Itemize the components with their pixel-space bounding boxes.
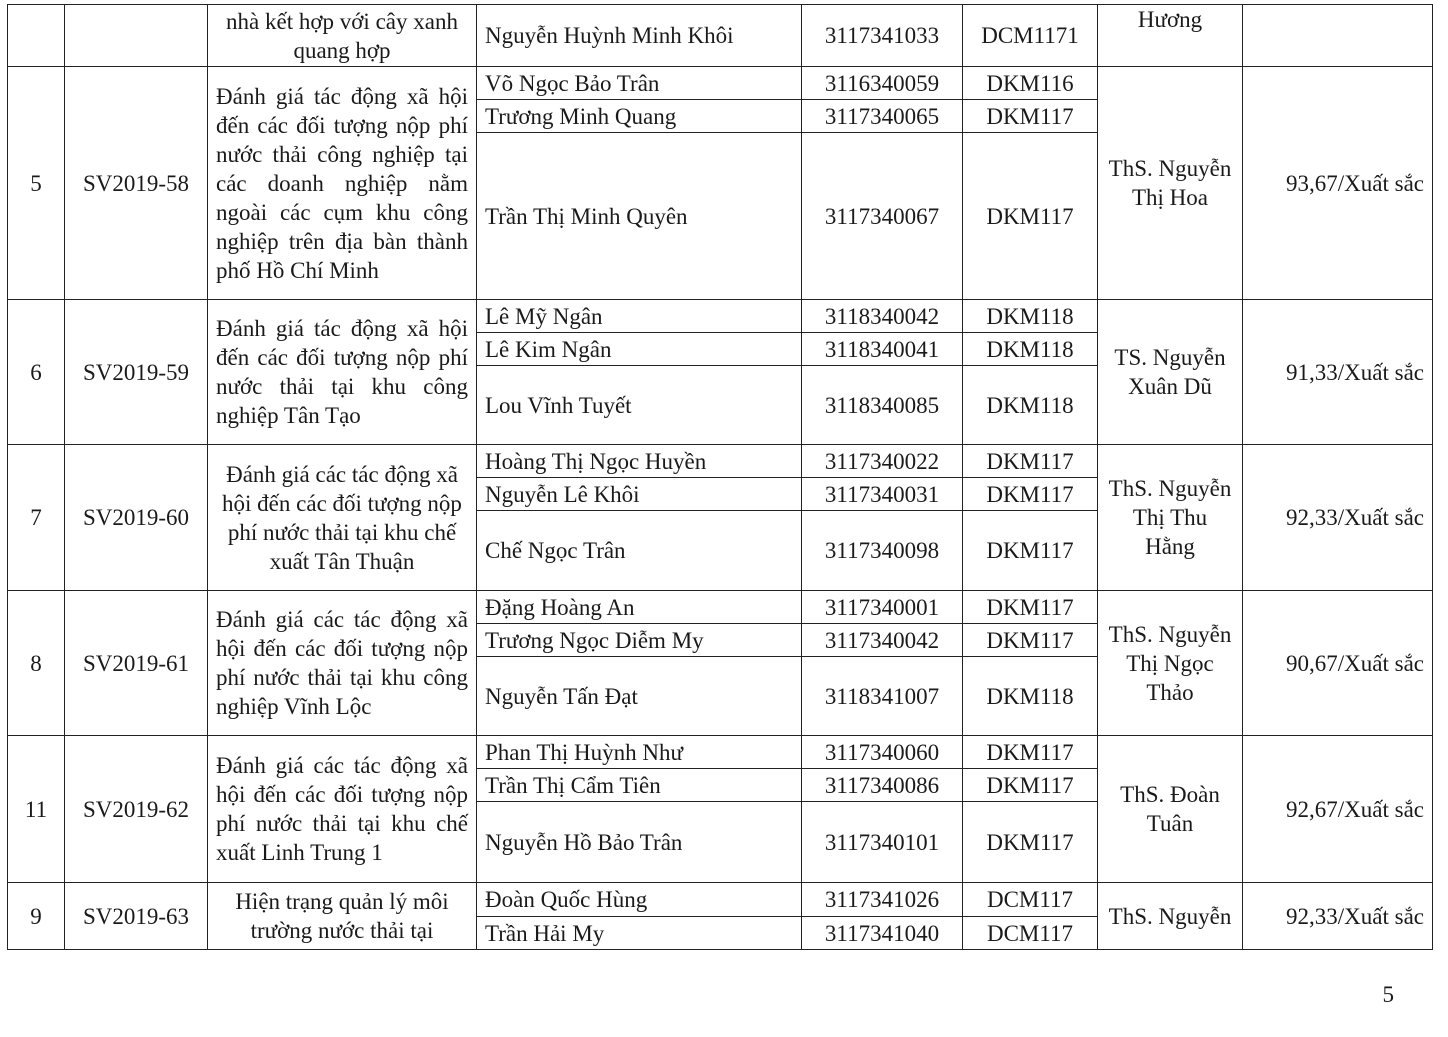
student-name-cell: Đoàn Quốc Hùng <box>477 883 802 917</box>
project-code-cell: SV2019-61 <box>65 591 208 736</box>
class-code-cell: DKM118 <box>963 300 1098 333</box>
student-name-cell: Trương Ngọc Diễm My <box>477 624 802 657</box>
stt-cell: 11 <box>8 736 65 883</box>
project-code-cell: SV2019-63 <box>65 883 208 950</box>
score-cell: 91,33/Xuất sắc <box>1243 300 1433 445</box>
table-row <box>8 445 1433 478</box>
student-name-cell: Đặng Hoàng An <box>477 591 802 624</box>
score-cell: 92,67/Xuất sắc <box>1243 736 1433 883</box>
class-code-cell: DKM117 <box>963 478 1098 511</box>
class-code-cell: DKM117 <box>963 802 1098 883</box>
class-code-cell: DKM118 <box>963 657 1098 736</box>
project-title-cell: Đánh giá các tác động xã hội đến các đối tượng nộp phí nước thải tại khu chế xuất Linh Trung 1 <box>208 736 477 883</box>
class-code-cell: DKM117 <box>963 736 1098 769</box>
project-title-cell: Đánh giá tác động xã hội đến các đối tượng nộp phí nước thải công nghiệp tại các doanh nghiệp nằm ngoài các cụm khu công nghiệp trên địa bàn thành phố Hồ Chí Minh <box>208 67 477 300</box>
student-id-cell: 3118340041 <box>802 333 963 366</box>
student-name-cell: Lê Kim Ngân <box>477 333 802 366</box>
table-row <box>8 591 1433 624</box>
student-id-cell: 3117341033 <box>802 5 963 67</box>
student-name-cell: Võ Ngọc Bảo Trân <box>477 67 802 100</box>
stt-cell: 6 <box>8 300 65 445</box>
stt-cell <box>8 5 65 67</box>
project-table <box>7 4 1433 950</box>
class-code-cell: DKM116 <box>963 67 1098 100</box>
advisor-cell: ThS. Nguyễn <box>1098 883 1243 950</box>
page-number: 5 <box>1382 982 1394 1007</box>
advisor-cell: ThS. Đoàn Tuân <box>1098 736 1243 883</box>
student-name-cell: Trần Hải My <box>477 917 802 950</box>
student-id-cell: 3118341007 <box>802 657 963 736</box>
student-name-cell: Lê Mỹ Ngân <box>477 300 802 333</box>
table-row <box>8 5 1433 67</box>
student-id-cell: 3117340065 <box>802 100 963 133</box>
class-code-cell: DCM117 <box>963 883 1098 917</box>
advisor-cell: ThS. Nguyễn Thị Ngọc Thảo <box>1098 591 1243 736</box>
score-cell <box>1243 5 1433 67</box>
class-code-cell: DKM117 <box>963 133 1098 300</box>
student-name-cell: Trần Thị Cẩm Tiên <box>477 769 802 802</box>
class-code-cell: DCM117 <box>963 917 1098 950</box>
score-cell: 93,67/Xuất sắc <box>1243 67 1433 300</box>
project-title-cell: Đánh giá các tác động xã hội đến các đối tượng nộp phí nước thải tại khu công nghiệp Vĩnh Lộc <box>208 591 477 736</box>
student-id-cell: 3117340001 <box>802 591 963 624</box>
student-name-cell: Nguyễn Lê Khôi <box>477 478 802 511</box>
advisor-cell: ThS. Nguyễn Thị Thu Hằng <box>1098 445 1243 591</box>
class-code-cell: DCM1171 <box>963 5 1098 67</box>
project-title-cell: Đánh giá tác động xã hội đến các đối tượng nộp phí nước thải tại khu công nghiệp Tân Tạo <box>208 300 477 445</box>
student-name-cell: Hoàng Thị Ngọc Huyền <box>477 445 802 478</box>
stt-cell: 7 <box>8 445 65 591</box>
student-name-cell: Nguyễn Hồ Bảo Trân <box>477 802 802 883</box>
project-code-cell: SV2019-58 <box>65 67 208 300</box>
project-title-cell: Đánh giá các tác động xã hội đến các đối tượng nộp phí nước thải tại khu chế xuất Tân Thuận <box>208 445 477 591</box>
table-row <box>8 736 1433 769</box>
student-id-cell: 3117340042 <box>802 624 963 657</box>
student-id-cell: 3117340086 <box>802 769 963 802</box>
student-id-cell: 3117340031 <box>802 478 963 511</box>
stt-cell: 9 <box>8 883 65 950</box>
student-name-cell: Trương Minh Quang <box>477 100 802 133</box>
student-name-cell: Nguyễn Huỳnh Minh Khôi <box>477 5 802 67</box>
class-code-cell: DKM117 <box>963 769 1098 802</box>
stt-cell: 5 <box>8 67 65 300</box>
student-id-cell: 3117340067 <box>802 133 963 300</box>
student-name-cell: Trần Thị Minh Quyên <box>477 133 802 300</box>
advisor-cell: TS. Nguyễn Xuân Dũ <box>1098 300 1243 445</box>
class-code-cell: DKM117 <box>963 511 1098 591</box>
student-id-cell: 3117341026 <box>802 883 963 917</box>
student-id-cell: 3118340042 <box>802 300 963 333</box>
student-name-cell: Nguyễn Tấn Đạt <box>477 657 802 736</box>
student-id-cell: 3116340059 <box>802 67 963 100</box>
student-id-cell: 3117340060 <box>802 736 963 769</box>
class-code-cell: DKM118 <box>963 366 1098 445</box>
class-code-cell: DKM118 <box>963 333 1098 366</box>
score-cell: 90,67/Xuất sắc <box>1243 591 1433 736</box>
project-code-cell: SV2019-59 <box>65 300 208 445</box>
student-name-cell: Phan Thị Huỳnh Như <box>477 736 802 769</box>
student-id-cell: 3118340085 <box>802 366 963 445</box>
student-name-cell: Lou Vĩnh Tuyết <box>477 366 802 445</box>
class-code-cell: DKM117 <box>963 591 1098 624</box>
project-title-cell: nhà kết hợp với cây xanh quang hợp <box>208 5 477 67</box>
class-code-cell: DKM117 <box>963 445 1098 478</box>
score-cell: 92,33/Xuất sắc <box>1243 883 1433 950</box>
student-name-cell: Chế Ngọc Trân <box>477 511 802 591</box>
class-code-cell: DKM117 <box>963 100 1098 133</box>
project-code-cell: SV2019-60 <box>65 445 208 591</box>
stt-cell: 8 <box>8 591 65 736</box>
advisor-cell: Hương <box>1098 5 1243 67</box>
student-id-cell: 3117341040 <box>802 917 963 950</box>
project-code-cell <box>65 5 208 67</box>
student-id-cell: 3117340022 <box>802 445 963 478</box>
table-row <box>8 300 1433 333</box>
table-row <box>8 883 1433 917</box>
advisor-cell: ThS. Nguyễn Thị Hoa <box>1098 67 1243 300</box>
score-cell: 92,33/Xuất sắc <box>1243 445 1433 591</box>
student-id-cell: 3117340098 <box>802 511 963 591</box>
project-title-cell: Hiện trạng quản lý môi trường nước thải tại <box>208 883 477 950</box>
project-code-cell: SV2019-62 <box>65 736 208 883</box>
class-code-cell: DKM117 <box>963 624 1098 657</box>
table-row <box>8 67 1433 100</box>
student-id-cell: 3117340101 <box>802 802 963 883</box>
